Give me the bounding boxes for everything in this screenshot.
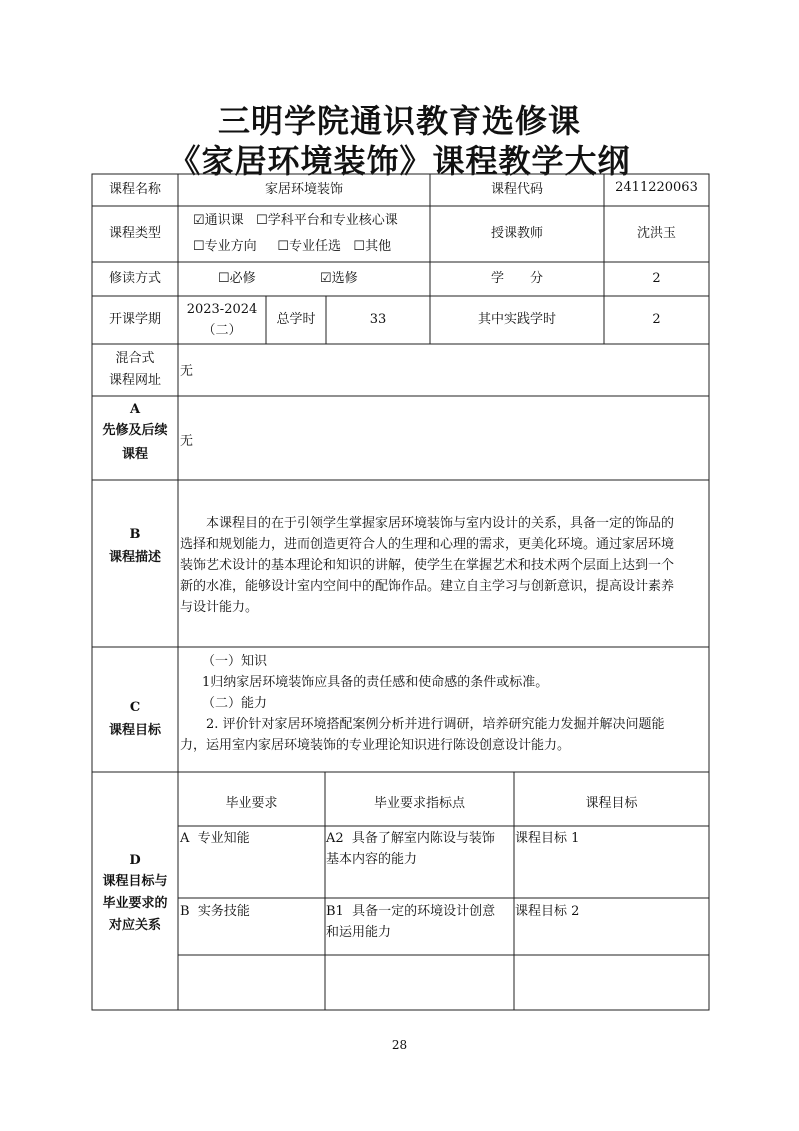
unchecked-box-icon: ☐ xyxy=(353,239,366,254)
checkbox-zhuanye-fangxiang[interactable] xyxy=(193,237,257,257)
teacher-value: 沈洪玉 xyxy=(636,226,676,241)
objective-line: 力，运用室内家居环境装饰的专业理论知识进行陈设创意设计能力。 xyxy=(180,738,571,753)
course-description xyxy=(180,513,707,618)
description-line: 新的水准，能够设计室内空间中的配饰作品。建立自主学习与创新意识，提高设计素养 xyxy=(180,579,675,594)
row-indicator-line2: 和运用能力 xyxy=(326,925,392,940)
practice-hours-value: 2 xyxy=(652,312,661,327)
section-a-label-line1: 先修及后续 xyxy=(102,423,168,438)
option-label: 专业方向 xyxy=(204,239,257,254)
section-a-letter: A xyxy=(129,402,141,417)
mixed-label-line2: 课程网址 xyxy=(108,373,161,388)
term-year: 2023-2024 xyxy=(186,302,258,317)
row-course-goal: 课程目标 1 xyxy=(515,831,580,846)
term-number: （二） xyxy=(202,323,242,338)
option-label: 其他 xyxy=(365,239,392,254)
mixed-url-value: 无 xyxy=(180,364,194,379)
section-d-label-line1: 课程目标与 xyxy=(102,874,168,889)
page-number: 28 xyxy=(391,1038,408,1052)
option-label: 专业任选 xyxy=(289,239,342,254)
header-graduation-requirement: 毕业要求 xyxy=(225,796,278,811)
mixed-label-line1: 混合式 xyxy=(115,351,155,366)
objective-line: （二）能力 xyxy=(202,696,268,711)
course-type-options-line1 xyxy=(193,211,428,231)
teacher-label: 授课教师 xyxy=(490,226,543,241)
row-requirement: A 专业知能 xyxy=(180,831,250,846)
total-hours-label: 总学时 xyxy=(276,312,316,327)
section-d-letter: D xyxy=(129,853,141,868)
section-a-label-line2: 课程 xyxy=(121,447,148,462)
row-course-goal: 课程目标 2 xyxy=(515,904,580,919)
checkbox-qita[interactable] xyxy=(353,237,391,257)
course-name-label: 课程名称 xyxy=(108,182,161,197)
term-label: 开课学期 xyxy=(108,312,161,327)
total-hours-value: 33 xyxy=(369,312,387,327)
practice-hours-label: 其中实践学时 xyxy=(477,312,556,327)
checkbox-tongshi[interactable] xyxy=(193,211,244,231)
header-course-goal: 课程目标 xyxy=(585,796,638,811)
row-indicator-line2: 基本内容的能力 xyxy=(326,852,418,867)
study-mode-label: 修读方式 xyxy=(108,271,161,286)
course-name-value: 家居环境装饰 xyxy=(264,182,343,197)
section-c-letter: C xyxy=(129,700,141,715)
checked-box-icon: ☑ xyxy=(193,213,205,228)
section-c-label: 课程目标 xyxy=(108,723,161,738)
credit-label: 学 分 xyxy=(490,271,543,286)
option-label: 必修 xyxy=(229,271,256,286)
objective-line: 1归纳家居环境装饰应具备的责任感和使命感的条件或标准。 xyxy=(202,675,549,690)
option-label: 通识课 xyxy=(204,213,244,228)
checked-box-icon: ☑ xyxy=(319,271,332,286)
checkbox-xueke[interactable] xyxy=(256,211,398,231)
checkbox-zhuanye-renxuan[interactable] xyxy=(277,237,341,257)
section-d-label-line3: 对应关系 xyxy=(108,918,161,933)
course-type-label: 课程类型 xyxy=(108,226,161,241)
study-mode-options xyxy=(218,269,428,289)
credit-value: 2 xyxy=(652,271,661,286)
section-b-label: 课程描述 xyxy=(108,550,161,565)
course-code-label: 课程代码 xyxy=(490,182,543,197)
unchecked-box-icon: ☐ xyxy=(218,271,230,286)
option-label: 学科平台和专业核心课 xyxy=(267,213,398,228)
document-title-line1: 三明学院通识教育选修课 xyxy=(217,102,581,140)
unchecked-box-icon: ☐ xyxy=(277,239,289,254)
course-type-options-line2 xyxy=(193,237,428,257)
section-a-value: 无 xyxy=(180,434,194,449)
checkbox-xuanxiu[interactable] xyxy=(320,269,358,289)
section-b-letter: B xyxy=(129,527,141,542)
option-label: 选修 xyxy=(331,271,358,286)
section-d-label-line2: 毕业要求的 xyxy=(102,896,168,911)
checkbox-bixiu[interactable] xyxy=(218,269,256,289)
description-line: 装饰艺术设计的基本理论和知识的讲解，使学生在掌握艺术和技术两个层面上达到一个 xyxy=(180,558,675,573)
description-line: 本课程目的在于引领学生掌握家居环境装饰与室内设计的关系，具备一定的饰品的 xyxy=(206,516,675,531)
course-objectives xyxy=(180,651,707,756)
unchecked-box-icon: ☐ xyxy=(256,213,268,228)
objective-line: （一）知识 xyxy=(202,654,268,669)
row-indicator-line1: B1 具备一定的环境设计创意 xyxy=(326,904,496,919)
course-code-value: 2411220063 xyxy=(615,180,698,195)
row-indicator-line1: A2 具备了解室内陈设与装饰 xyxy=(326,831,495,846)
unchecked-box-icon: ☐ xyxy=(193,239,205,254)
objective-line: 2. 评价针对家居环境搭配案例分析并进行调研，培养研究能力发掘并解决问题能 xyxy=(206,717,665,732)
description-line: 选择和规划能力，进而创造更符合人的生理和心理的需求，更美化环境。通过家居环境 xyxy=(180,537,675,552)
description-line: 与设计能力。 xyxy=(180,600,259,615)
header-requirement-indicator: 毕业要求指标点 xyxy=(373,796,465,811)
row-requirement: B 实务技能 xyxy=(180,904,250,919)
document-title-line2: 《家居环境装饰》课程教学大纲 xyxy=(168,142,631,180)
